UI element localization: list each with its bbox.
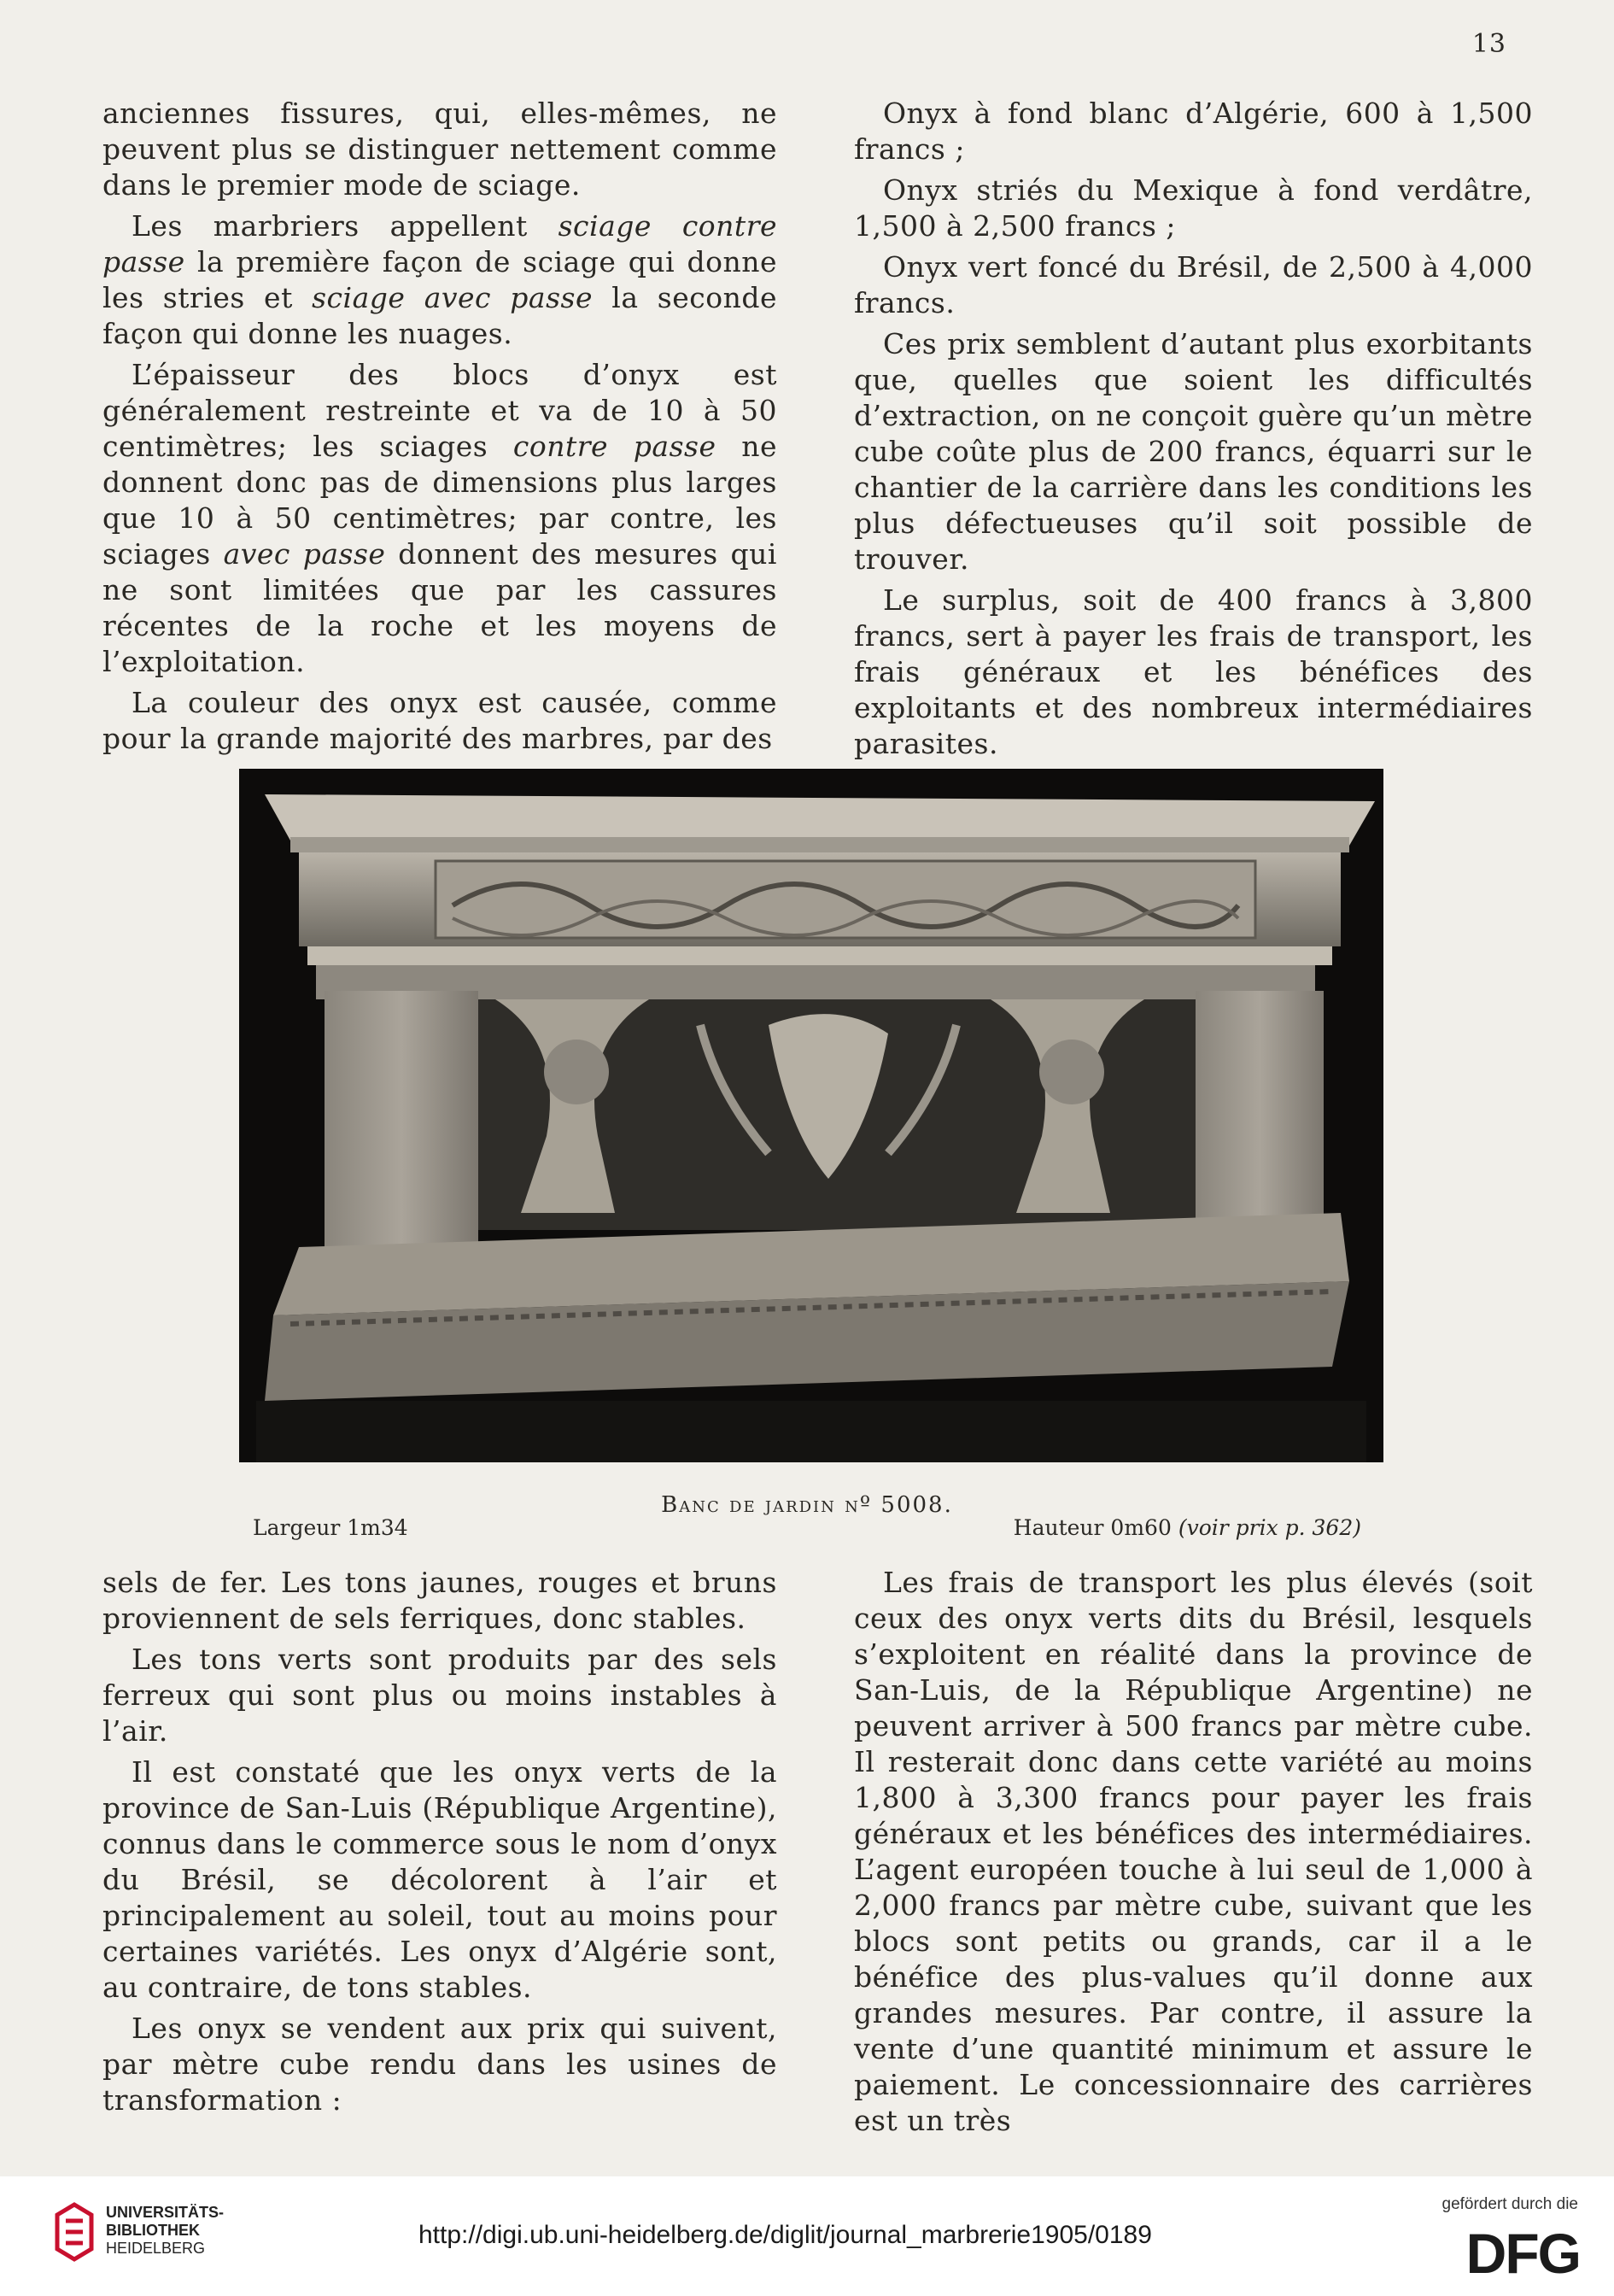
figure-caption-width: Largeur 1m34 — [253, 1515, 408, 1540]
paragraph: Les onyx se vendent aux prix qui suivent, par mètre cube rendu dans les usines de transformation : — [102, 2012, 777, 2117]
footer-bar — [0, 2176, 1614, 2296]
column-top-left — [102, 96, 777, 762]
column-bottom-right — [854, 1565, 1533, 2144]
paragraph: Les tons verts sont produits par des sels ferreux qui sont plus ou moins instables à l’air. — [102, 1643, 777, 1748]
paragraph: Onyx à fond blanc d’Algérie, 600 à 1,500 francs ; — [854, 97, 1533, 166]
paragraph: L’épaisseur des blocs d’onyx est généralement restreinte et va de 10 à 50 centimètres; les sciages contre passe ne donnent donc pas de dimensions plus larges que 10 à 50 centimètres; par contre, les sciages avec passe donnent des mesures qui ne sont limitées que par les cassures récentes de la roche et les moyens de l’exploitation. — [102, 358, 778, 678]
paragraph: Les frais de transport les plus élevés (soit ceux des onyx verts dits du Brésil, lesquels s’exploitent en réalité dans la province de San-Luis, de la République Argentine) ne peuvent arriver à 500 francs par mètre cube. Il resterait donc dans cette variété au moins 1,800 à 3,300 francs pour payer les frais généraux et les bénéfices des intermédiaires. L’agent européen touche à lui seul de 1,000 à 2,000 francs par mètre cube, suivant que les blocs sont petits ou grands, car il a le bénéfice des plus-values qu’il donne aux grandes mesures. Par contre, il assure la vente d’une quantité minimum et assure le paiement. Le concessionnaire des carrières est un très — [854, 1566, 1533, 2137]
paragraph: Ces prix semblent d’autant plus exorbitants que, quelles que soient les difficultés d’extraction, on ne conçoit guère qu’un mètre cube coûte plus de 200 francs, équarri sur le chantier de la carrière dans les conditions les plus défectueuses qu’il soit possible de trouver. — [854, 327, 1533, 576]
column-bottom-left — [102, 1565, 777, 2123]
bench-illustration — [239, 769, 1383, 1462]
paragraph: Onyx vert foncé du Brésil, de 2,500 à 4,000 francs. — [854, 250, 1533, 319]
paragraph: Il est constaté que les onyx verts de la province de San-Luis (République Argentine), connus dans le commerce sous le nom d’onyx du Brésil, se décolorent à l’air et principalement au soleil, tout au moins pour certaines variétés. Les onyx d’Algérie sont, au contraire, de tons stables. — [102, 1755, 777, 2004]
source-link[interactable]: http://digi.ub.uni-heidelberg.de/diglit/journal_marbrerie1905/0189 — [418, 2221, 1152, 2249]
figure-caption-height: Hauteur 0m60 (voir prix p. 362) — [1013, 1515, 1361, 1540]
library-name: UNIVERSITÄTS- BIBLIOTHEK HEIDELBERG — [106, 2204, 225, 2257]
paragraph: sels de fer. Les tons jaunes, rouges et bruns proviennent de sels ferriques, donc stables. — [102, 1566, 777, 1635]
page-number: 13 — [1471, 29, 1506, 59]
dfg-logo: DFG — [1465, 2222, 1580, 2285]
paragraph: Le surplus, soit de 400 francs à 3,800 francs, sert à payer les frais de transport, les frais généraux et les bénéfices des exploitants et des nombreux intermédiaires parasites. — [854, 583, 1533, 760]
figure-caption-title: Banc de jardin nº 5008. — [661, 1492, 953, 1518]
paragraph: Les marbriers appellent sciage contre passe la première façon de sciage qui donne les stries et sciage avec passe la seconde façon qui donne les nuages. — [102, 209, 777, 350]
paragraph: La couleur des onyx est causée, comme pour la grande majorité des marbres, par des — [102, 686, 777, 755]
garden-bench-photo — [239, 769, 1383, 1462]
university-library-logo-icon — [53, 2202, 96, 2262]
paragraph: Onyx striés du Mexique à fond verdâtre, 1,500 à 2,500 francs ; — [854, 173, 1533, 243]
column-top-right — [854, 96, 1533, 767]
paragraph: anciennes fissures, qui, elles-mêmes, ne peuvent plus se distinguer nettement comme dans le premier mode de sciage. — [102, 97, 777, 202]
funder-caption: gefördert durch die — [1441, 2195, 1578, 2213]
